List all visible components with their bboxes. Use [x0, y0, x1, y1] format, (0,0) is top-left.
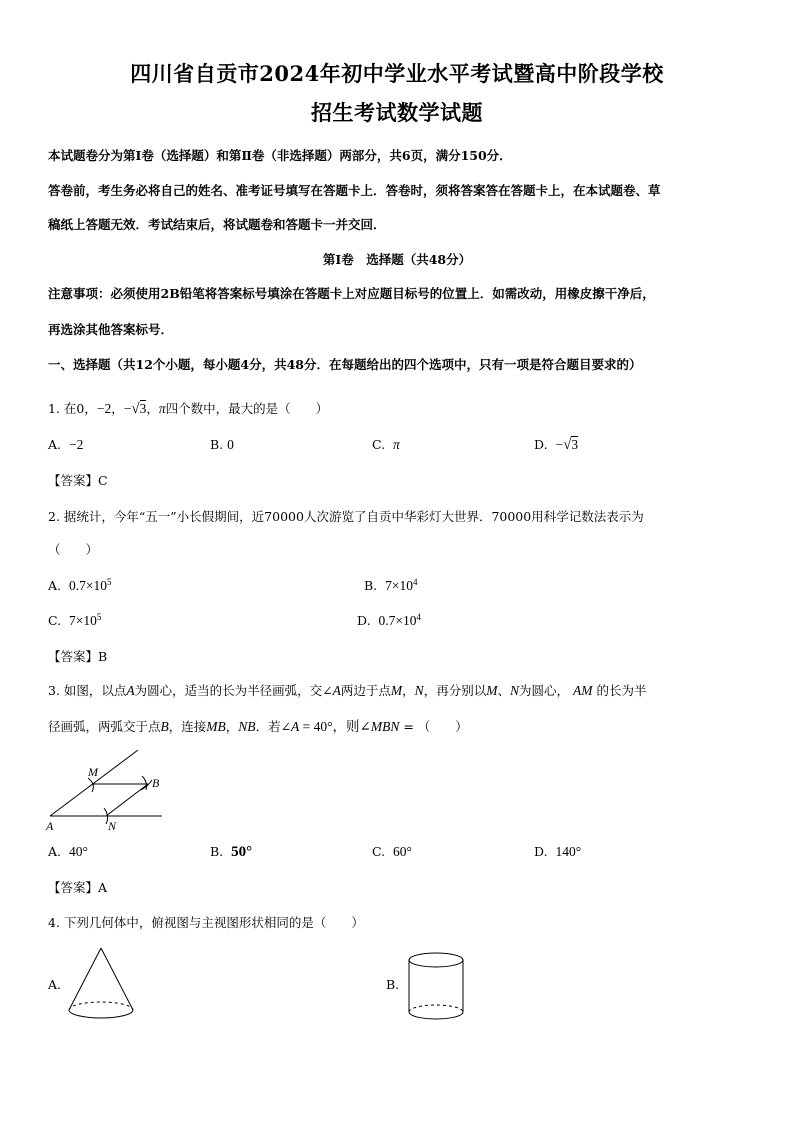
q1-b-value: 0	[227, 437, 234, 452]
q2-option-d	[357, 612, 421, 629]
q1-sep-2: ，	[146, 401, 159, 416]
q2-stem-line-2: （ ）	[48, 542, 99, 557]
q3-var-nb: NB	[238, 719, 256, 734]
intro-line-3: 稿纸上答题无效．考试结束后，将试题卷和答题卡一并交回．	[48, 217, 386, 232]
page-title: 四川省自贡市2024年初中学业水平考试暨高中阶段学校	[130, 61, 664, 86]
q1-answer: 【答案】C	[48, 473, 108, 488]
q1-a-value: −2	[68, 437, 84, 452]
q3-option-d	[534, 844, 581, 860]
q2-c-exp: 5	[96, 612, 102, 622]
q2-d-exp: 4	[416, 612, 422, 622]
q1-minus: −	[123, 401, 132, 416]
q3-var-a: A	[126, 683, 135, 698]
q1-option-d	[534, 437, 578, 454]
cylinder-icon	[406, 950, 466, 1025]
q3-var-mbn: MBN	[370, 719, 400, 734]
q3-text-1d: ，再分别以	[423, 683, 487, 698]
q2-stem-line-1: 2. 据统计，今年“五一”小长假期间，近70000人次游览了自贡中华彩灯大世界．70000用科学记数法表示为	[48, 509, 644, 524]
q1-option-b	[210, 437, 234, 453]
q3-option-a	[48, 844, 88, 860]
q1-sep: ，	[111, 401, 124, 416]
q3-text-1e: 、	[497, 683, 510, 698]
q3-a-value: 40°	[68, 844, 88, 859]
q2-b-exp: 4	[413, 577, 418, 587]
q2-a-label: A.	[48, 578, 62, 594]
q1-num-neg2: −2	[96, 401, 112, 416]
q1-prefix: 1. 在0，	[48, 401, 97, 416]
q1-radicand: 3	[139, 401, 147, 416]
q3-label-m: M	[88, 765, 98, 779]
q2-c-label: C.	[48, 613, 62, 629]
notice-line-2: 再选涂其他答案标号．	[48, 322, 174, 337]
q3-option-b	[210, 844, 252, 861]
q3-text-1f: 为圆心，	[518, 683, 569, 698]
q1-b-label: B.	[210, 437, 224, 452]
cone-icon	[66, 945, 136, 1025]
q3-var-mb: MB	[206, 719, 226, 734]
q2-answer: 【答案】B	[48, 649, 108, 664]
q3-comma: ，	[402, 683, 415, 698]
q2-b-coef: 7×10	[385, 578, 413, 594]
q3-var-am: AM	[572, 683, 593, 698]
sqrt-sign-icon: √	[563, 437, 572, 453]
q3-label-a: A	[46, 819, 54, 833]
q2-a-coef: 0.7×10	[68, 578, 107, 594]
q3-text-2b: ，连接	[168, 719, 207, 734]
q2-c-coef: 7×10	[69, 613, 97, 629]
q3-text-2c: ．若∠	[255, 719, 292, 734]
q3-c-value: 60°	[393, 844, 412, 859]
q1-a-label: A.	[48, 437, 62, 452]
q3-c-label: C.	[372, 844, 386, 859]
q1-option-c	[372, 437, 400, 453]
q3-answer: 【答案】A	[48, 880, 108, 895]
q4-option-a-label: A.	[48, 977, 62, 992]
q3-text-1b: 为圆心，适当的长为半径画弧，交∠	[134, 683, 333, 698]
q2-option-c	[48, 612, 101, 629]
sqrt-sign-icon: √	[131, 401, 140, 417]
q3-text-1c: 两边于点	[340, 683, 391, 698]
section-heading: 第Ⅰ卷 选择题（共48分）	[322, 252, 472, 267]
q3-var-n: N	[414, 683, 424, 698]
q2-b-label: B.	[364, 578, 378, 594]
q2-a-exp: 5	[106, 577, 112, 587]
q3-var-m-2: M	[486, 683, 498, 698]
q1-c-value: π	[393, 437, 400, 452]
q2-d-coef: 0.7×10	[378, 613, 417, 629]
notice-line-1: 注意事项：必须使用2B铅笔将答案标号填涂在答题卡上对应题目标号的位置上．如需改动，用橡皮擦干净后，	[48, 286, 655, 301]
q2-option-b	[364, 577, 418, 594]
q3-var-a-2: A	[332, 683, 341, 698]
intro-line-2: 答卷前，考生务必将自己的姓名、准考证号填写在答题卡上．答卷时，须将答案答在答题卡上，在本试题卷、草	[48, 183, 661, 198]
q3-b-label: B.	[210, 844, 224, 859]
q1-stem	[48, 399, 328, 418]
q3-comma-2: ，	[225, 719, 239, 734]
q2-option-a	[48, 577, 111, 594]
q3-stem-line-2	[48, 715, 468, 735]
q3-var-m: M	[390, 683, 403, 698]
q3-d-value: 140°	[555, 844, 582, 859]
q3-stem-line-1	[48, 681, 646, 699]
q3-d-label: D.	[534, 844, 548, 859]
q1-d-minus: −	[555, 437, 564, 452]
q3-geometry-figure	[44, 750, 169, 835]
q3-var-b: B	[160, 719, 169, 734]
q3-a-label: A.	[48, 844, 62, 859]
q3-b-value: 50°	[231, 844, 253, 860]
q1-suffix: 四个数中，最大的是（ ）	[165, 401, 329, 416]
q3-text-2e: = （ ）	[399, 719, 468, 734]
q3-label-n: N	[108, 819, 117, 833]
q1-d-radicand: 3	[571, 437, 579, 452]
q3-option-c	[372, 844, 412, 860]
q4-option-b-label: B.	[386, 977, 400, 992]
q2-d-label: D.	[357, 613, 371, 629]
q1-c-label: C.	[372, 437, 386, 452]
q1-option-a	[48, 437, 83, 453]
page-subtitle: 招生考试数学试题	[311, 100, 483, 125]
q3-text-2a: 径画弧，两弧交于点	[48, 719, 161, 734]
q3-text-1g: 的长为半	[596, 683, 647, 698]
q1-pi: π	[158, 401, 166, 416]
intro-line-1: 本试题卷分为第Ⅰ卷（选择题）和第Ⅱ卷（非选择题）两部分，共6页，满分150分．	[48, 148, 512, 163]
q3-label-b: B	[152, 776, 160, 790]
part-title: 一、选择题（共12个小题，每小题4分，共48分．在每题给出的四个选项中，只有一项是符合题目要求的）	[48, 357, 642, 372]
q1-neg-sqrt3	[124, 401, 147, 416]
q3-text-2d: = 40°，则∠	[299, 719, 371, 734]
q3-var-a-3: A	[291, 719, 300, 734]
q4-stem: 4. 下列几何体中，俯视图与主视图形状相同的是（ ）	[48, 915, 364, 930]
q1-d-label: D.	[534, 437, 548, 452]
q3-ray-am	[50, 750, 138, 816]
q3-var-n-2: N	[509, 683, 519, 698]
q3-text-1a: 3. 如图，以点	[48, 683, 127, 698]
q3-segment-nb	[106, 784, 148, 816]
